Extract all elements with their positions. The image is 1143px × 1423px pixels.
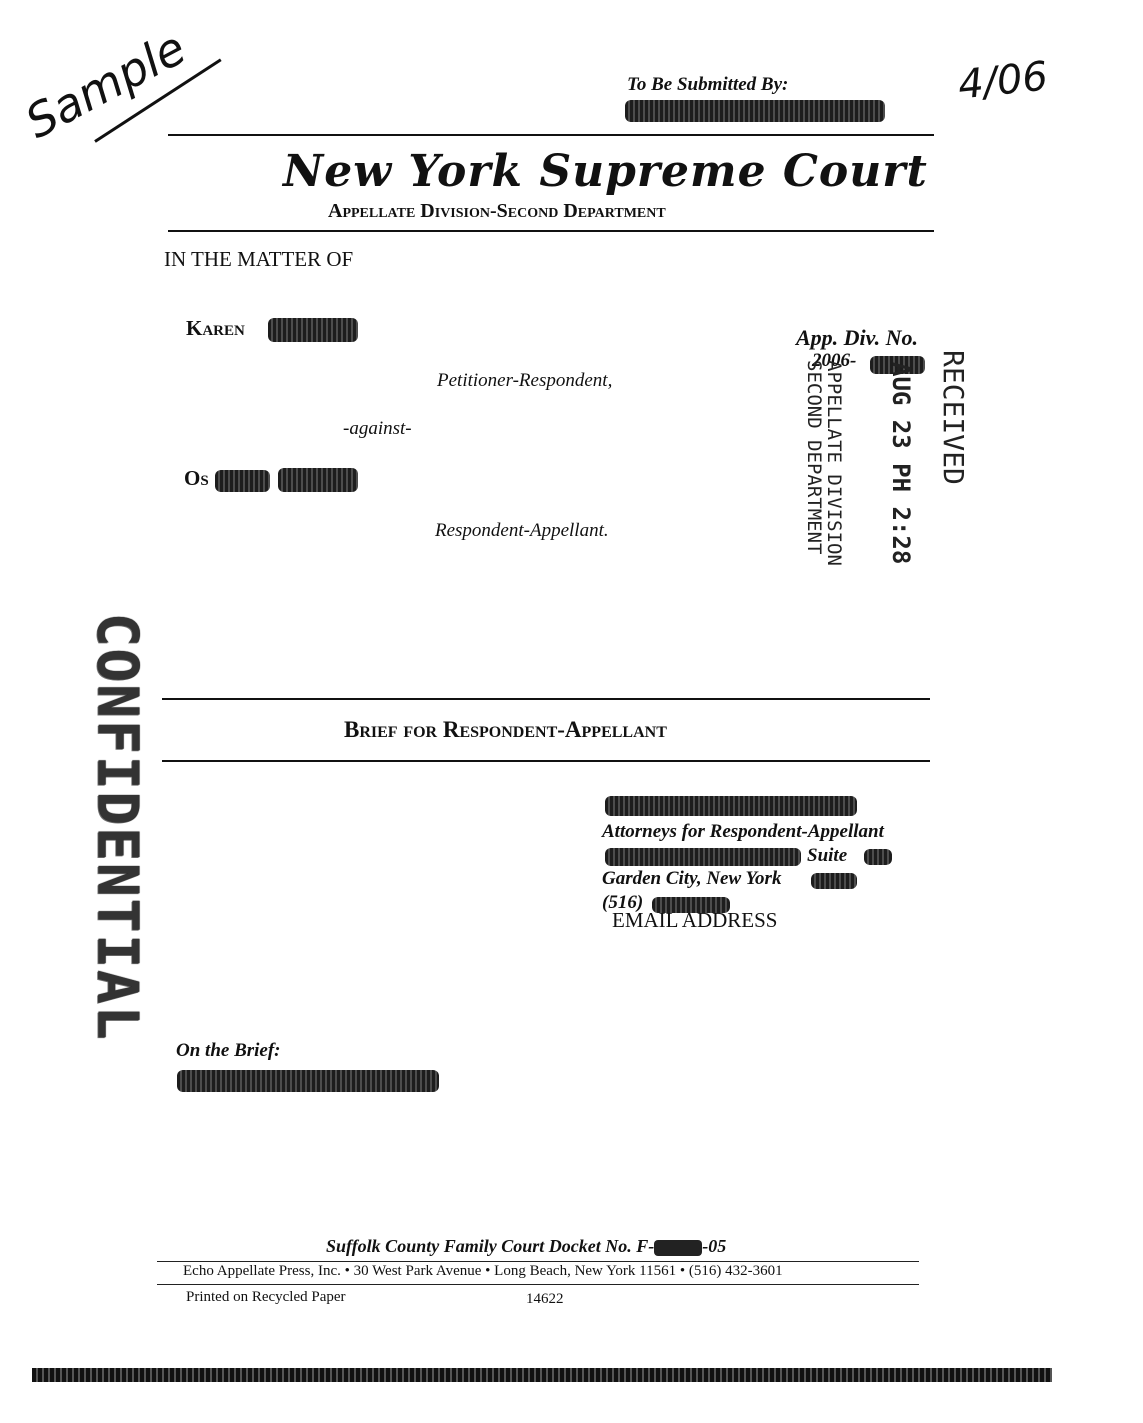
brief-title: Brief for Respondent-Appellant: [344, 717, 667, 742]
party1-surname-redaction: [268, 318, 358, 342]
party2-surname-redaction: [278, 468, 358, 492]
header-rule-top: [168, 134, 934, 136]
handwritten-date: 4/06: [955, 53, 1050, 109]
footer-docket: [326, 1236, 726, 1257]
submitter-redaction: [625, 100, 885, 122]
on-the-brief-redaction: [177, 1070, 439, 1092]
firm-name-redaction: [605, 796, 857, 816]
footer-rule-top: [157, 1261, 919, 1262]
attorneys-phone-prefix: (516): [602, 892, 644, 913]
court-title: New York Supreme Court: [283, 146, 928, 197]
app-div-no-prefix: 2006-: [812, 350, 857, 371]
received-stamp-dept-line1: APPELLATE DIVISION: [823, 360, 845, 566]
against: -against-: [343, 418, 412, 439]
party2-firstname-redaction: [215, 470, 270, 492]
received-stamp-dept-line2: SECOND DEPARTMENT: [803, 360, 825, 555]
attorneys-role: Attorneys for Respondent-Appellant: [602, 821, 884, 842]
footer-docket-text: Suffolk County Family Court Docket No. F-: [326, 1236, 655, 1256]
confidential-stamp-text: CONFIDENTIAL: [84, 612, 150, 1042]
footer-printer: Echo Appellate Press, Inc. • 30 West Park Avenue • Long Beach, New York 11561 • (516) 432-3601: [183, 1263, 783, 1279]
on-the-brief-label: On the Brief:: [176, 1040, 281, 1061]
attorneys-suite: Suite: [807, 845, 848, 866]
footer-rule-bottom: [157, 1284, 919, 1285]
footer-job-number: 14622: [526, 1291, 564, 1307]
bottom-scan-bar: [32, 1368, 1052, 1382]
footer-docket-suffix: -05: [702, 1236, 727, 1256]
party2-name: Os: [184, 466, 209, 490]
attorneys-email: EMAIL ADDRESS: [612, 908, 778, 932]
suite-number-redaction: [864, 849, 892, 865]
submitted-by-label: To Be Submitted By:: [627, 74, 789, 95]
street-address-redaction: [605, 848, 801, 866]
footer-docket-redaction-space: [654, 1240, 702, 1256]
received-stamp-label: RECEIVED: [937, 350, 970, 485]
confidential-stamp: [82, 612, 152, 1042]
attorneys-city: Garden City, New York: [602, 868, 782, 889]
court-division: Appellate Division-Second Department: [328, 200, 666, 222]
brief-rule-bottom: [162, 760, 930, 762]
received-stamp-datetime: AUG 23 PH 2:28: [887, 362, 915, 565]
app-div-no-label: App. Div. No.: [796, 325, 919, 350]
zip-redaction: [811, 873, 857, 889]
footer-recycled: Printed on Recycled Paper: [186, 1289, 346, 1305]
header-rule-bottom: [168, 230, 934, 232]
sample-handwritten-mark: Sample: [16, 20, 195, 150]
party2-role: Respondent-Appellant.: [435, 520, 609, 541]
party1-name: Karen: [186, 316, 245, 340]
party1-role: Petitioner-Respondent,: [437, 370, 613, 391]
brief-rule-top: [162, 698, 930, 700]
in-the-matter-of: IN THE MATTER OF: [164, 247, 354, 271]
